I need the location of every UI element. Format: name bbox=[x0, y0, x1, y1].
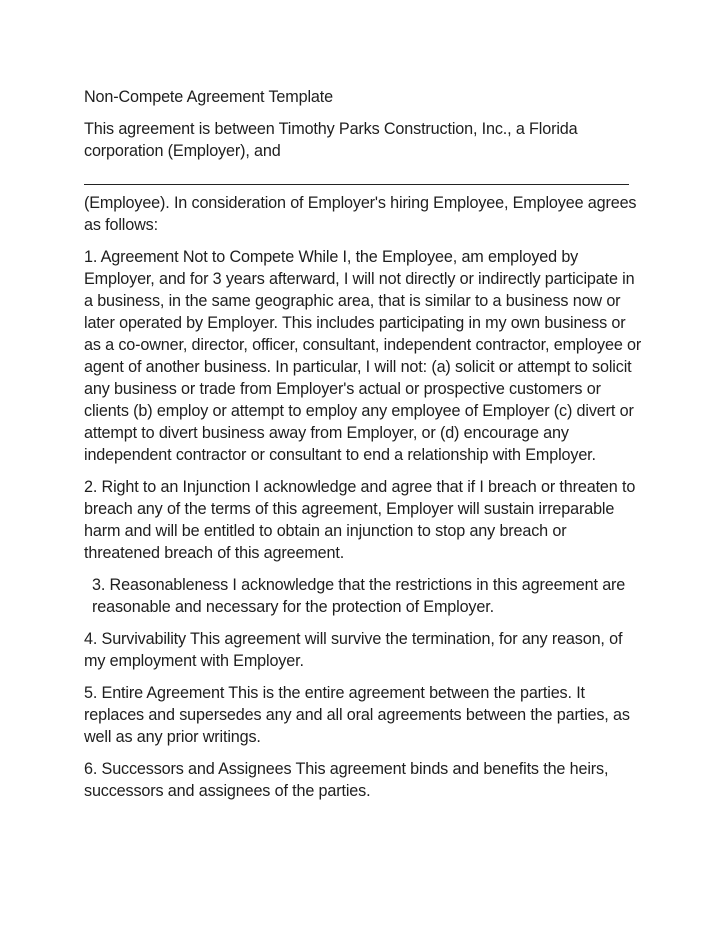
employee-clause-paragraph: (Employee). In consideration of Employer's hiring Employee, Employee agrees as follows: bbox=[84, 194, 637, 234]
document-body bbox=[84, 86, 644, 812]
section-4-survivability: 4. Survivability This agreement will survive the termination, for any reason, of my employment with Employer. bbox=[84, 630, 623, 670]
section-5-entire-agreement: 5. Entire Agreement This is the entire agreement between the parties. It replaces and supersedes any and all oral agreements between the parties, as well as any prior writings. bbox=[84, 684, 630, 746]
document-title: Non-Compete Agreement Template bbox=[84, 88, 333, 106]
section-2-right-to-injunction: 2. Right to an Injunction I acknowledge and agree that if I breach or threaten to breach any of the terms of this agreement, Employer will sustain irreparable harm and will be entitled to obtain an injunction to stop any breach or threatened breach of this agreement. bbox=[84, 478, 636, 562]
employee-name-blank-line bbox=[84, 184, 629, 185]
section-1-agreement-not-to-compete: 1. Agreement Not to Compete While I, the Employee, am employed by Employer, and for 3 years afterward, I will not directly or indirectly participate in a business, in the same geographic area, that is similar to a business now or later operated by Employer. This includes participating in my own business or as a co-owner, director, officer, consultant, independent contractor, employee or agent of another business. In particular, I will not: (a) solicit or attempt to solicit any business or trade from Employer's actual or prospective customers or clients (b) employ or attempt to employ any employee of Employer (c) divert or attempt to divert business away from Employer, or (d) encourage any independent contractor or consultant to end a relationship with Employer. bbox=[84, 248, 642, 464]
section-3-reasonableness: 3. Reasonableness I acknowledge that the restrictions in this agreement are reasonable and necessary for the protection of Employer. bbox=[92, 576, 626, 616]
intro-paragraph: This agreement is between Timothy Parks Construction, Inc., a Florida corporation (Employer), and bbox=[84, 120, 578, 160]
section-6-successors-and-assignees: 6. Successors and Assignees This agreement binds and benefits the heirs, successors and assignees of the parties. bbox=[84, 760, 609, 800]
